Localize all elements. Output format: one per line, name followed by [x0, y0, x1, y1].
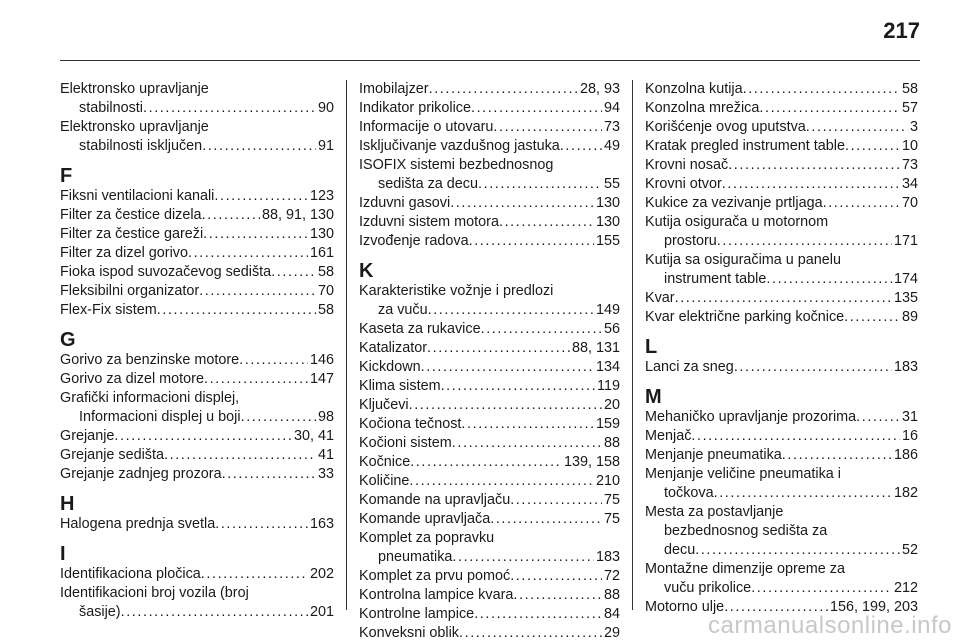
index-entry-text: pneumatika — [378, 549, 453, 565]
dot-leader — [461, 415, 594, 434]
watermark: carmanualsonline.info — [708, 612, 952, 639]
index-entry — [60, 370, 334, 389]
dot-leader — [409, 396, 602, 415]
index-entry-text: Kickdown — [359, 359, 421, 375]
dot-leader — [766, 270, 892, 289]
index-page-ref: 171 — [893, 233, 918, 249]
dot-leader — [675, 289, 892, 308]
index-entry — [60, 206, 334, 225]
index-entry-text: Izvođenje radova — [359, 233, 469, 249]
index-entry-text: Informacioni displej u boji — [79, 409, 241, 425]
index-entry-text: Gorivo za benzinske motore — [60, 352, 240, 368]
dot-leader — [114, 427, 292, 446]
index-entry — [645, 156, 918, 175]
index-entry — [359, 213, 620, 232]
index-page-ref: 130 — [595, 214, 620, 230]
dot-leader — [493, 118, 602, 137]
index-entry — [60, 118, 334, 156]
index-page-ref: 3 — [909, 119, 918, 135]
index-entry-text: Motorno ulje — [645, 599, 725, 615]
dot-leader — [743, 80, 900, 99]
index-entry — [359, 472, 620, 491]
index-page-ref: 202 — [309, 566, 334, 582]
index-entry — [359, 510, 620, 529]
dot-leader — [199, 282, 316, 301]
index-entry-text: Filter za čestice gareži — [60, 226, 204, 242]
index-entry — [645, 289, 918, 308]
index-entry-text: Konveksni oblik — [359, 625, 459, 641]
index-page-ref: 161 — [309, 245, 334, 261]
index-page-ref: 123 — [309, 188, 334, 204]
index-entry-text: decu — [664, 542, 696, 558]
index-page-ref: 130 — [595, 195, 620, 211]
index-entry — [645, 446, 918, 465]
index-entry-text: Kontrolne lampice — [359, 606, 475, 622]
dot-leader — [845, 137, 900, 156]
index-entry-text: Kaseta za rukavice — [359, 321, 481, 337]
index-entry-text: vuču prikolice — [664, 580, 752, 596]
index-entry — [60, 80, 334, 118]
index-page-ref: 34 — [901, 176, 918, 192]
index-letter-heading: L — [645, 336, 658, 358]
index-entry-text: stabilnosti isključen — [79, 138, 203, 154]
index-entry-text: Identifikaciona pločica — [60, 566, 201, 582]
dot-leader — [428, 301, 594, 320]
dot-leader — [513, 586, 602, 605]
dot-leader — [478, 175, 602, 194]
index-entry — [359, 80, 620, 99]
index-entry-text: Konzolna mrežica — [645, 100, 760, 116]
index-page-ref: 88, 91, 130 — [261, 207, 334, 223]
dot-leader — [222, 465, 316, 484]
index-entry-text: Flex-Fix sistem — [60, 302, 157, 318]
index-page-ref: 98 — [317, 409, 334, 425]
index-entry-text: Komande upravljača — [359, 511, 491, 527]
index-entry-text: instrument table — [664, 271, 767, 287]
index-page-ref: 201 — [309, 604, 334, 620]
index-entry — [359, 586, 620, 605]
index-page-ref: 139, 158 — [563, 454, 620, 470]
dot-leader — [214, 187, 308, 206]
index-entry-text: Menjanje pneumatika — [645, 447, 782, 463]
index-page-ref: 58 — [901, 81, 918, 97]
index-entry-text: Lanci za sneg — [645, 359, 734, 375]
index-page-ref: 31 — [901, 409, 918, 425]
index-page-ref: 72 — [603, 568, 620, 584]
index-entry-text: sedišta za decu — [378, 176, 478, 192]
dot-leader — [215, 515, 308, 534]
index-page-ref: 134 — [595, 359, 620, 375]
index-page-ref: 149 — [595, 302, 620, 318]
index-entry-text: Informacije o utovaru — [359, 119, 494, 135]
index-letter-heading: G — [60, 329, 76, 351]
index-entry-text: točkova — [664, 485, 714, 501]
dot-leader — [204, 370, 308, 389]
index-page-ref: 88 — [603, 435, 620, 451]
index-entry-text: Katalizator — [359, 340, 427, 356]
dot-leader — [452, 434, 602, 453]
index-entry-text: Karakteristike vožnje i predlozi — [359, 283, 554, 299]
index-page-ref: 146 — [309, 352, 334, 368]
index-entry — [645, 358, 918, 377]
index-entry — [60, 282, 334, 301]
index-page-ref: 73 — [901, 157, 918, 173]
index-page-ref: 70 — [901, 195, 918, 211]
dot-leader — [806, 118, 908, 137]
index-page-ref: 16 — [901, 428, 918, 444]
index-entry — [645, 503, 918, 560]
index-entry — [645, 80, 918, 99]
index-entry — [359, 491, 620, 510]
dot-leader — [560, 137, 602, 156]
index-page-ref: 75 — [603, 511, 620, 527]
index-entry-text: Menjanje veličine pneumatika i — [645, 466, 841, 482]
index-letter-heading: H — [60, 493, 75, 515]
index-entry — [645, 560, 918, 598]
dot-leader — [695, 541, 900, 560]
index-entry — [359, 358, 620, 377]
index-entry-text: Komplet za popravku — [359, 530, 495, 546]
index-entry — [359, 232, 620, 251]
index-entry — [645, 465, 918, 503]
dot-leader — [469, 232, 594, 251]
index-entry-text: Kutija sa osiguračima u panelu — [645, 252, 841, 268]
index-entry-text: Fleksibilni organizator — [60, 283, 200, 299]
dot-leader — [202, 137, 316, 156]
index-entry — [359, 99, 620, 118]
header-rule — [60, 60, 920, 61]
dot-leader — [157, 301, 316, 320]
index-entry — [645, 175, 918, 194]
index-entry-text: Kočnice — [359, 454, 411, 470]
index-entry — [645, 118, 918, 137]
index-page-ref: 88 — [603, 587, 620, 603]
index-entry-text: Konzolna kutija — [645, 81, 743, 97]
index-entry — [359, 624, 620, 642]
index-entry — [60, 263, 334, 282]
index-entry — [60, 389, 334, 427]
dot-leader — [499, 213, 594, 232]
index-page-ref: 20 — [603, 397, 620, 413]
dot-leader — [782, 446, 892, 465]
index-entry — [60, 351, 334, 370]
index-entry-text: Menjač — [645, 428, 692, 444]
index-entry-text: Mesta za postavljanje — [645, 504, 784, 520]
dot-leader — [510, 491, 602, 510]
index-entry-text: Identifikacioni broj vozila (broj — [60, 585, 249, 601]
index-entry-text: Kontrolna lampice kvara — [359, 587, 514, 603]
index-page-ref: 58 — [317, 302, 334, 318]
dot-leader — [490, 510, 602, 529]
dot-leader — [164, 446, 316, 465]
index-page-ref: 57 — [901, 100, 918, 116]
page-number: 217 — [883, 18, 920, 43]
index-entry — [359, 339, 620, 358]
dot-leader — [481, 320, 602, 339]
index-entry — [60, 446, 334, 465]
dot-leader — [202, 206, 260, 225]
dot-leader — [510, 567, 602, 586]
dot-leader — [201, 565, 308, 584]
index-page-ref: 41 — [317, 447, 334, 463]
index-entry — [60, 427, 334, 446]
dot-leader — [691, 427, 900, 446]
dot-leader — [421, 358, 594, 377]
index-entry-text: stabilnosti — [79, 100, 143, 116]
index-entry-text: Fioka ispod suvozačevog sedišta — [60, 264, 272, 280]
index-column-3 — [632, 80, 918, 615]
index-entry-text: Kvar električne parking kočnice — [645, 309, 845, 325]
index-entry-text: Fiksni ventilacioni kanali — [60, 188, 215, 204]
dot-leader — [450, 194, 594, 213]
index-page-ref: 94 — [603, 100, 620, 116]
index-entry-text: Halogena prednja svetla — [60, 516, 216, 532]
index-page-ref: 156, 199, 203 — [829, 599, 918, 615]
index-entry — [359, 137, 620, 156]
index-entry-text: Gorivo za dizel motore — [60, 371, 204, 387]
dot-leader — [441, 377, 595, 396]
dot-leader — [734, 358, 892, 377]
index-entry-text: Klima sistem — [359, 378, 441, 394]
dot-leader — [429, 80, 578, 99]
index-entry-text: Grejanje zadnjeg prozora — [60, 466, 222, 482]
dot-leader — [751, 579, 892, 598]
index-entry-text: Izduvni gasovi — [359, 195, 451, 211]
index-page-ref: 55 — [603, 176, 620, 192]
index-entry — [60, 225, 334, 244]
index-entry — [359, 396, 620, 415]
index-entry-text: Korišćenje ovog uputstva — [645, 119, 806, 135]
dot-leader — [427, 339, 570, 358]
index-page-ref: 75 — [603, 492, 620, 508]
index-entry — [359, 434, 620, 453]
index-entry — [60, 584, 334, 622]
index-entry — [359, 605, 620, 624]
dot-leader — [844, 308, 900, 327]
index-entry-text: Kratak pregled instrument table — [645, 138, 845, 154]
index-entry-text: Montažne dimenzije opreme za — [645, 561, 845, 577]
index-page-ref: 10 — [901, 138, 918, 154]
index-page-ref: 56 — [603, 321, 620, 337]
index-entry — [359, 415, 620, 434]
index-entry-text: Komande na upravljaču — [359, 492, 511, 508]
index-entry-text: Mehaničko upravljanje prozorima — [645, 409, 857, 425]
index-entry-text: Kutija osigurača u motornom — [645, 214, 829, 230]
index-entry — [60, 187, 334, 206]
dot-leader — [459, 624, 602, 642]
dot-leader — [728, 156, 900, 175]
index-page-ref: 58 — [317, 264, 334, 280]
index-entry — [645, 99, 918, 118]
index-column-2 — [346, 80, 632, 641]
dot-leader — [409, 472, 594, 491]
index-entry-text: Grejanje — [60, 428, 115, 444]
index-page-ref: 30, 41 — [293, 428, 334, 444]
index-entry — [645, 137, 918, 156]
index-page-ref: 88, 131 — [571, 340, 620, 356]
dot-leader — [203, 225, 308, 244]
dot-leader — [188, 244, 308, 263]
index-page-ref: 130 — [309, 226, 334, 242]
index-entry — [645, 194, 918, 213]
index-entry-text: Ključevi — [359, 397, 409, 413]
index-entry-text: Količine — [359, 473, 410, 489]
index-page-ref: 52 — [901, 542, 918, 558]
dot-leader — [856, 408, 900, 427]
index-entry-text: Isključivanje vazdušnog jastuka — [359, 138, 560, 154]
dot-leader — [471, 99, 602, 118]
index-page-ref: 89 — [901, 309, 918, 325]
index-entry — [60, 465, 334, 484]
index-page-ref: 155 — [595, 233, 620, 249]
dot-leader — [714, 484, 892, 503]
index-entry — [359, 194, 620, 213]
index-entry — [359, 567, 620, 586]
dot-leader — [410, 453, 562, 472]
index-entry — [60, 565, 334, 584]
index-entry — [359, 282, 620, 320]
index-entry-text: Komplet za prvu pomoć — [359, 568, 511, 584]
index-page-ref: 91 — [317, 138, 334, 154]
index-letter-heading: F — [60, 165, 73, 187]
index-entry-text: Kvar — [645, 290, 675, 306]
index-entry — [359, 156, 620, 194]
index-page-ref: 212 — [893, 580, 918, 596]
index-entry-text: bezbednosnog sedišta za — [664, 523, 828, 539]
index-entry-text: Krovni nosač — [645, 157, 729, 173]
index-entry-text: ISOFIX sistemi bezbednosnog — [359, 157, 554, 173]
index-page-ref: 90 — [317, 100, 334, 116]
dot-leader — [241, 408, 316, 427]
index-entry — [359, 377, 620, 396]
index-entry-text: Imobilajzer — [359, 81, 429, 97]
index-page-ref: 210 — [595, 473, 620, 489]
index-letter-heading: M — [645, 386, 662, 408]
index-letter-heading: K — [359, 260, 374, 282]
dot-leader — [239, 351, 308, 370]
index-page-ref: 186 — [893, 447, 918, 463]
index-page-ref: 183 — [893, 359, 918, 375]
index-page-ref: 84 — [603, 606, 620, 622]
dot-leader — [452, 548, 594, 567]
dot-leader — [759, 99, 900, 118]
dot-leader — [717, 232, 892, 251]
index-entry — [60, 515, 334, 534]
index-entry-text: Kočioni sistem — [359, 435, 452, 451]
index-entry — [60, 301, 334, 320]
index-entry — [645, 308, 918, 327]
dot-leader — [474, 605, 602, 624]
index-entry — [359, 453, 620, 472]
index-page-ref: 28, 93 — [579, 81, 620, 97]
index-entry-text: Izduvni sistem motora — [359, 214, 499, 230]
index-entry-text: šasije) — [79, 604, 121, 620]
index-entry — [359, 320, 620, 339]
index-page-ref: 182 — [893, 485, 918, 501]
index-entry-text: za vuču — [378, 302, 428, 318]
index-entry-text: Elektronsko upravljanje — [60, 81, 209, 97]
index-entry-text: Indikator prikolice — [359, 100, 471, 116]
dot-leader — [823, 194, 900, 213]
index-entry-text: Filter za čestice dizela — [60, 207, 202, 223]
index-entry — [645, 213, 918, 251]
index-entry-text: Elektronsko upravljanje — [60, 119, 209, 135]
index-entry — [359, 118, 620, 137]
dot-leader — [121, 603, 308, 622]
index-page-ref: 174 — [893, 271, 918, 287]
dot-leader — [143, 99, 316, 118]
index-page-ref: 119 — [597, 378, 620, 394]
index-entry-text: Kočiona tečnost — [359, 416, 462, 432]
index-entry — [645, 427, 918, 446]
index-page-ref: 49 — [603, 138, 620, 154]
index-page-ref: 33 — [317, 466, 334, 482]
index-page-ref: 29 — [603, 625, 620, 641]
index-page-ref: 163 — [309, 516, 334, 532]
index-page-ref: 135 — [893, 290, 918, 306]
index-page-ref: 70 — [317, 283, 334, 299]
index-entry-text: Grejanje sedišta — [60, 447, 164, 463]
index-entry — [359, 529, 620, 567]
index-page-ref: 73 — [603, 119, 620, 135]
index-entry-text: Krovni otvor — [645, 176, 722, 192]
index-page-ref: 147 — [309, 371, 334, 387]
index-entry-text: Kukice za vezivanje prtljaga — [645, 195, 823, 211]
index-entry-text: Filter za dizel gorivo — [60, 245, 188, 261]
index-page-ref: 159 — [595, 416, 620, 432]
dot-leader — [271, 263, 316, 282]
index-entry-text: Grafički informacioni displej, — [60, 390, 240, 406]
dot-leader — [722, 175, 900, 194]
index-letter-heading: I — [60, 543, 66, 565]
index-page-ref: 183 — [595, 549, 620, 565]
index-entry — [645, 251, 918, 289]
index-entry — [60, 244, 334, 263]
index-entry-text: prostoru — [664, 233, 717, 249]
index-column-1 — [60, 80, 346, 620]
index-entry — [645, 408, 918, 427]
